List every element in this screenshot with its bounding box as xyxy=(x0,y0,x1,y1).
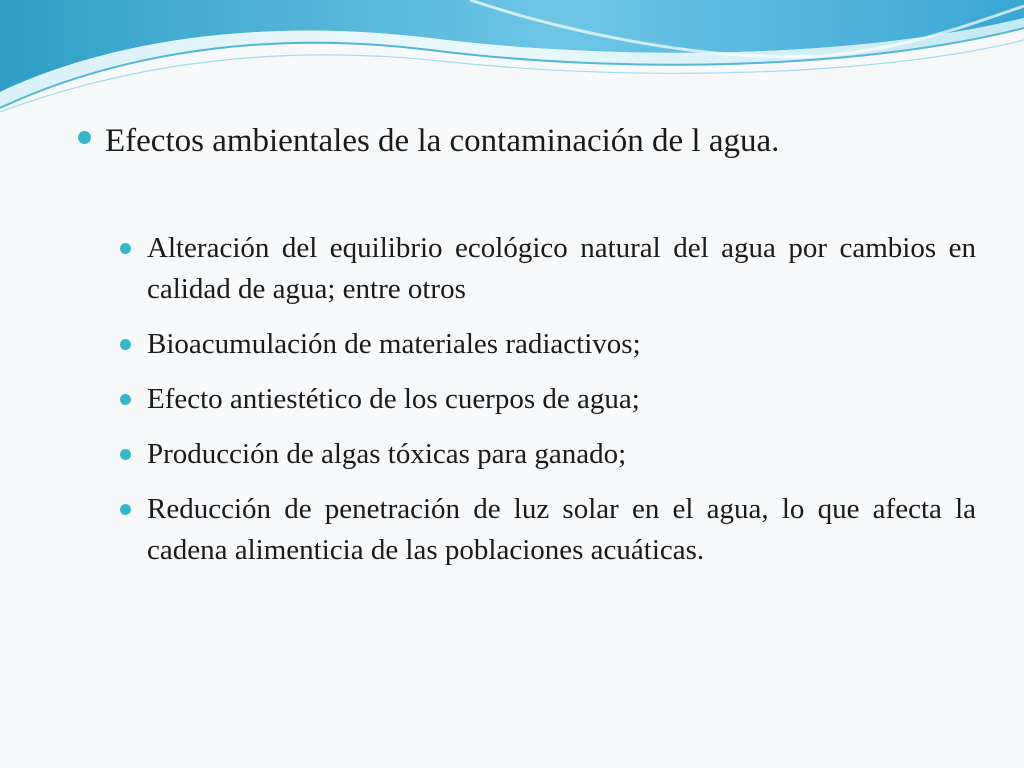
header-wave-decoration xyxy=(0,0,1024,130)
list-item-text: Bioacumulación de materiales radiactivos; xyxy=(147,328,641,360)
bullet-icon xyxy=(120,243,131,254)
bullet-icon xyxy=(120,339,131,350)
list-item-text: Efecto antiestético de los cuerpos de agua; xyxy=(147,383,640,415)
bullet-icon xyxy=(78,131,91,144)
list-item xyxy=(120,434,976,475)
bullet-icon xyxy=(120,394,131,405)
bullet-icon xyxy=(120,504,131,515)
list-item xyxy=(120,228,976,310)
bullet-icon xyxy=(120,449,131,460)
list-item xyxy=(120,324,976,365)
list-item-text: Alteración del equilibrio ecológico natural del agua por cambios en calidad de agua; entre otros xyxy=(147,232,976,305)
list-item-text: Reducción de penetración de luz solar en el agua, lo que afecta la cadena alimenticia de las poblaciones acuáticas. xyxy=(147,493,976,566)
list-item xyxy=(120,379,976,420)
main-bullet-text: Efectos ambientales de la contaminación de l agua. xyxy=(105,123,780,159)
main-bullet xyxy=(78,118,998,164)
list-item xyxy=(120,489,976,571)
sub-bullet-list xyxy=(120,228,976,585)
list-item-text: Producción de algas tóxicas para ganado; xyxy=(147,438,627,470)
